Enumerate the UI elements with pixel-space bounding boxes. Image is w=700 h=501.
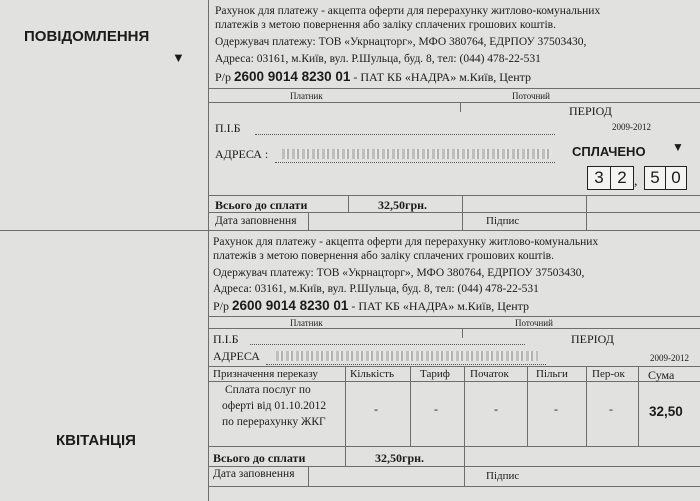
rule [208,486,700,487]
column-header: Призначення переказу [213,368,318,380]
current-label: Поточний [515,318,553,328]
pib-label: П.І.Б [215,121,241,135]
period-value: 2009-2012 [650,353,689,363]
invoice-line-3: Одержувач платежу: ТОВ «Укрнацторг», МФО 380764, ЕДРПОУ 37503430, [215,36,587,48]
payer-label: Платник [290,91,323,101]
invoice-line-2: платежів з метою повернення або заліку сплачених грошових коштів. [215,19,556,31]
period-label: ПЕРІОД [569,104,612,118]
rule [308,466,309,486]
decimal-separator: , [634,174,638,189]
address-label: АДРЕСА : [215,147,269,161]
bank-name: - ПАТ КБ «НАДРА» м.Київ, Центр [353,70,532,84]
dash-cell: - [609,402,613,416]
purpose-line: оферті від 01.10.2012 [222,400,327,412]
fill-date-label: Дата заповнення [215,215,297,227]
rule [308,212,309,230]
dash-cell: - [494,402,498,416]
column-header: Початок [470,368,509,380]
total-due-value: 32,50грн. [378,198,428,212]
rule [208,366,700,367]
rule [208,102,700,103]
triangle-icon: ▼ [672,140,684,154]
account-prefix: Р/р [213,299,230,313]
purpose-line: Сплата послуг по [225,384,311,396]
arrow-down-icon: ▼ [172,50,185,65]
rule [464,366,465,446]
signature-label: Підпис [486,215,520,227]
receipt-title: КВІТАНЦІЯ [56,432,136,449]
account-line [213,298,529,314]
rule [586,366,587,446]
rule [462,328,463,338]
signature-label: Підпис [486,470,520,482]
dash-cell: - [554,402,558,416]
rule [208,381,700,382]
rule [208,88,700,89]
account-prefix: Р/р [215,70,232,84]
invoice-line-4: Адреса: 03161, м.Київ, вул. Р.Шульца, буд. 8, тел: (044) 478-22-531 [213,283,539,295]
rule [345,366,346,446]
column-header: Пер-ок [592,368,625,380]
invoice-line-3: Одержувач платежу: ТОВ «Укрнацторг», МФО 380764, ЕДРПОУ 37503430, [213,267,585,279]
section-divider-left [0,230,208,231]
pib-field[interactable] [255,134,555,135]
period-value: 2009-2012 [612,122,651,132]
redacted-address [276,351,538,361]
rule [208,446,700,447]
invoice-line-4: Адреса: 03161, м.Київ, вул. Р.Шульца, буд. 8, тел: (044) 478-22-531 [215,53,541,65]
total-due-label: Всього до сплати [215,198,308,212]
address-field[interactable] [266,364,546,365]
rule [527,366,528,446]
pib-label: П.І.Б [213,332,239,346]
current-label: Поточний [512,91,550,101]
vertical-divider [208,0,209,501]
payer-label: Платник [290,318,323,328]
account-number: 2600 9014 8230 01 [234,69,351,84]
rule [345,446,346,466]
fill-date-label: Дата заповнення [213,468,295,480]
address-field[interactable] [275,162,555,163]
rule [208,328,700,329]
account-line [215,69,531,85]
paid-label: СПЛАЧЕНО [572,144,646,159]
paid-digit-3[interactable]: 5 [644,166,666,190]
sum-value: 32,50 [649,404,683,419]
column-header: Кількість [350,368,395,380]
dash-cell: - [434,402,438,416]
total-due-value: 32,50грн. [375,451,425,465]
rule [460,102,461,112]
period-label: ПЕРІОД [571,332,614,346]
purpose-line: по перерахунку ЖКГ [222,416,326,428]
rule [208,466,700,467]
rule [208,212,700,213]
address-label: АДРЕСА [213,349,260,363]
rule [638,366,639,446]
paid-digit-1[interactable]: 3 [587,166,611,190]
column-header: Сума [648,368,675,382]
invoice-line-1: Рахунок для платежу - акцепта оферти для перерахунку житлово-комунальних [215,5,601,17]
rule [208,316,700,317]
paid-digit-4[interactable]: 0 [665,166,687,190]
invoice-line-1: Рахунок для платежу - акцепта оферти для перерахунку житлово-комунальних [213,236,599,248]
rule [348,195,349,212]
column-header: Тариф [420,368,450,380]
section-divider [208,230,700,231]
rule [208,195,700,196]
pib-field[interactable] [250,344,525,345]
invoice-line-2: платежів з метою повернення або заліку сплачених грошових коштів. [213,250,554,262]
account-number: 2600 9014 8230 01 [232,298,349,313]
paid-digit-2[interactable]: 2 [610,166,634,190]
notice-title: ПОВІДОМЛЕННЯ [24,28,150,45]
dash-cell: - [374,402,378,416]
column-header: Пільги [536,368,568,380]
bank-name: - ПАТ КБ «НАДРА» м.Київ, Центр [351,299,530,313]
rule [410,366,411,446]
redacted-address [282,149,552,159]
total-due-label: Всього до сплати [213,451,306,465]
